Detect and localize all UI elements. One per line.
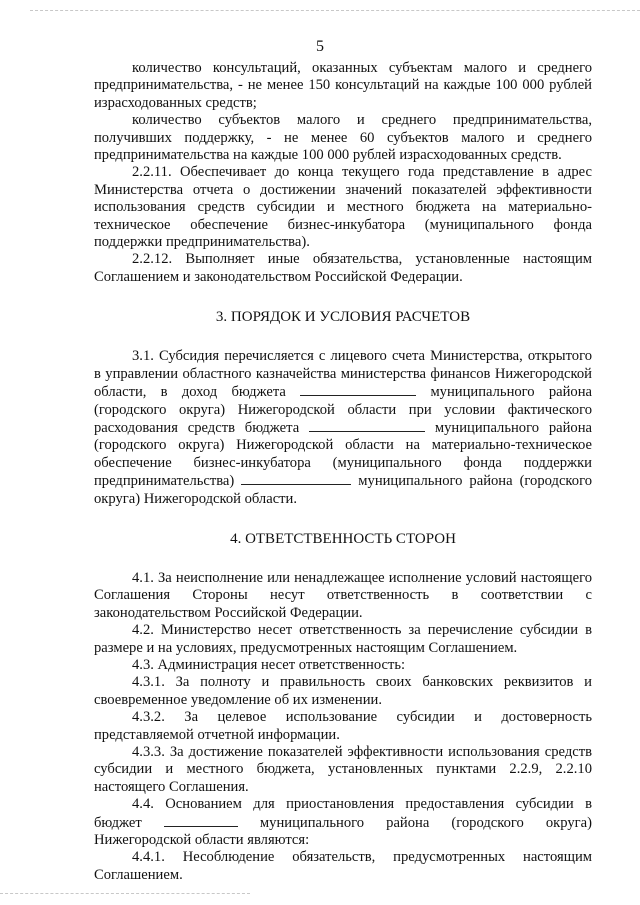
- paragraph-3-1-part3: муниципального района (городского округа) Нижегородской области на материально-техническое обеспечение бизнес-инкубатора (муниципального фонда поддержки предпринимательства): [94, 419, 592, 490]
- paragraph-3-1-part4: муниципального района (городского округа) Нижегородской области.: [94, 473, 592, 507]
- paragraph-4-4: [94, 796, 592, 849]
- paragraph-consultations: количество консультаций, оказанных субъектам малого и среднего предпринимательства, - не менее 150 консультаций на каждые 100 000 рублей израсходованных средств;: [94, 60, 592, 111]
- paragraph-4-4-part2: муниципального района (городского округа) Нижегородской области являются:: [94, 814, 592, 849]
- paragraph-4-2: 4.2. Министерство несет ответственность за перечисление субсидии в размере и на условиях, предусмотренных настоящим Соглашением.: [94, 622, 592, 656]
- paragraph-supported-subjects: количество субъектов малого и среднего предпринимательства, получивших поддержку, - не менее 60 субъектов малого и среднего предпринимательства на каждые 100 000 рублей израсходованных средств.: [94, 112, 592, 164]
- section-4-heading: 4. ОТВЕТСТВЕННОСТЬ СТОРОН: [230, 530, 456, 547]
- paragraph-3-1: [94, 348, 592, 508]
- paragraph-3-1-part1: 3.1. Субсидия перечисляется с лицевого счета Министерства, открытого в управлении областного казначейства министерства финансов Нижегородской области, в доход бюджета: [94, 348, 592, 401]
- section-3-heading: 3. ПОРЯДОК И УСЛОВИЯ РАСЧЕТОВ: [215, 309, 471, 326]
- blank-line: [300, 383, 416, 396]
- document-body: [94, 60, 592, 884]
- paragraph-4-3-3: 4.3.3. За достижение показателей эффективности использования средств субсидии и местного бюджета, установленных пунктами 2.2.9, 2.2.10 настоящего Соглашения.: [94, 744, 592, 795]
- scan-top-edge: [30, 10, 640, 11]
- paragraph-4-4-1: 4.4.1. Несоблюдение обязательств, предусмотренных настоящим Соглашением.: [94, 849, 592, 883]
- blank-line: [309, 419, 425, 432]
- paragraph-2-2-12: 2.2.12. Выполняет иные обязательства, установленные настоящим Соглашением и законодательством Российской Федерации.: [94, 251, 592, 285]
- paragraph-4-3: 4.3. Администрация несет ответственность:: [132, 656, 406, 673]
- paragraph-4-3-1: 4.3.1. За полноту и правильность своих банковских реквизитов и своевременное уведомление об их изменении.: [94, 674, 592, 708]
- paragraph-2-2-11: 2.2.11. Обеспечивает до конца текущего года представление в адрес Министерства отчета о достижении значений показателей эффективности использования средств субсидии и местного бюджета на материально-техническое обеспечение бизнес-инкубатора (муниципального фонда поддержки предпринимательства).: [94, 164, 592, 251]
- paragraph-4-3-2: 4.3.2. За целевое использование субсидии и достоверность представляемой отчетной информации.: [94, 709, 592, 743]
- blank-line: [164, 814, 238, 827]
- paragraph-4-1: 4.1. За неисполнение или ненадлежащее исполнение условий настоящего Соглашения Стороны несут ответственность в соответствии с законодательством Российской Федерации.: [94, 569, 592, 621]
- scan-bottom-edge: [0, 893, 250, 894]
- blank-line: [241, 472, 351, 485]
- paragraph-4-4-part1: 4.4. Основанием для приостановления предоставления субсидии в бюджет: [94, 796, 592, 831]
- page-number: 5: [316, 38, 324, 55]
- paragraph-3-1-part2: муниципального района (городского округа) Нижегородской области при условии фактического расходования средств бюджета: [94, 384, 593, 436]
